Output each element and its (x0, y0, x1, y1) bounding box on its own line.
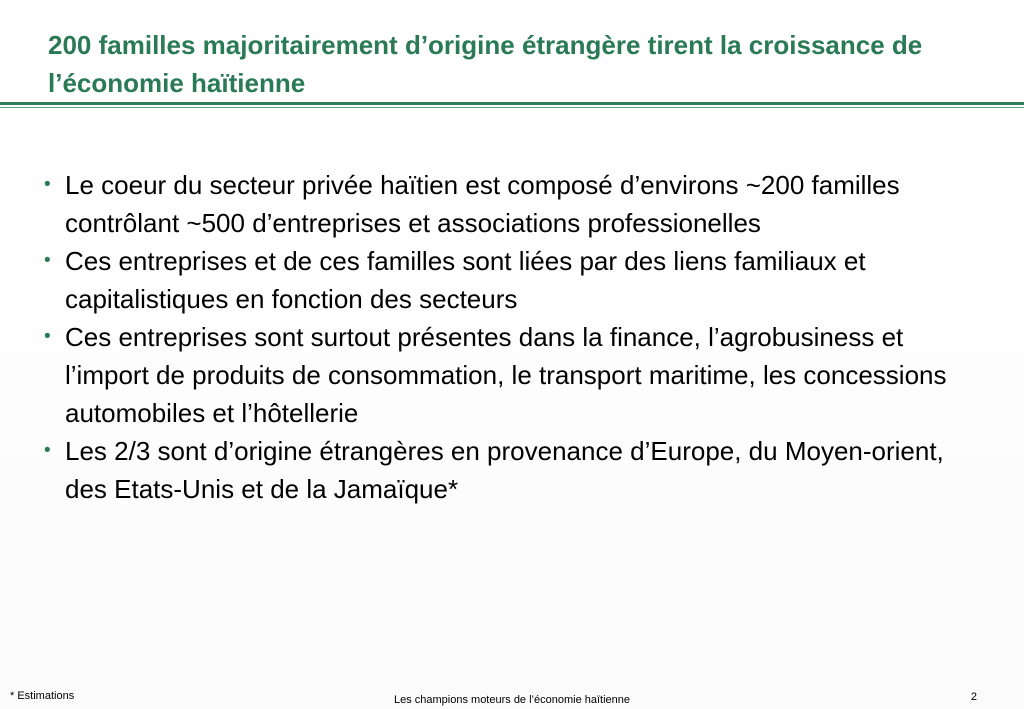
bullet-dot-icon: • (44, 440, 51, 461)
title-underline-thin (0, 107, 1024, 108)
bullet-text: Les 2/3 sont d’origine étrangères en provenance d’Europe, du Moyen-orient, des Etats-Unis et de la Jamaïque* (65, 436, 944, 504)
page-number: 2 (970, 691, 977, 703)
bullet-item (44, 166, 974, 242)
bullet-text: Le coeur du secteur privée haïtien est composé d’environs ~200 familles contrôlant ~500 d’entreprises et associations professionelles (65, 170, 900, 238)
bullet-item (44, 242, 974, 318)
bullet-dot-icon: • (44, 174, 51, 195)
bullet-text: Ces entreprises sont surtout présentes dans la finance, l’agrobusiness et l’import de produits de consommation, le transport maritime, les concessions automobiles et l’hôtellerie (65, 322, 947, 428)
bullet-item (44, 318, 974, 432)
title-underline (0, 102, 1024, 105)
bullet-dot-icon: • (44, 326, 51, 347)
slide-footer: Les champions moteurs de l’économie haïtienne (393, 694, 631, 706)
bullet-text: Ces entreprises et de ces familles sont liées par des liens familiaux et capitalistiques en fonction des secteurs (65, 246, 866, 314)
bullet-list (44, 166, 974, 508)
footnote: * Estimations (10, 690, 75, 702)
slide-title: 200 familles majoritairement d’origine étrangère tirent la croissance de l’économie haïtienne (48, 30, 923, 98)
bullet-item (44, 432, 974, 508)
bullet-dot-icon: • (44, 250, 51, 271)
